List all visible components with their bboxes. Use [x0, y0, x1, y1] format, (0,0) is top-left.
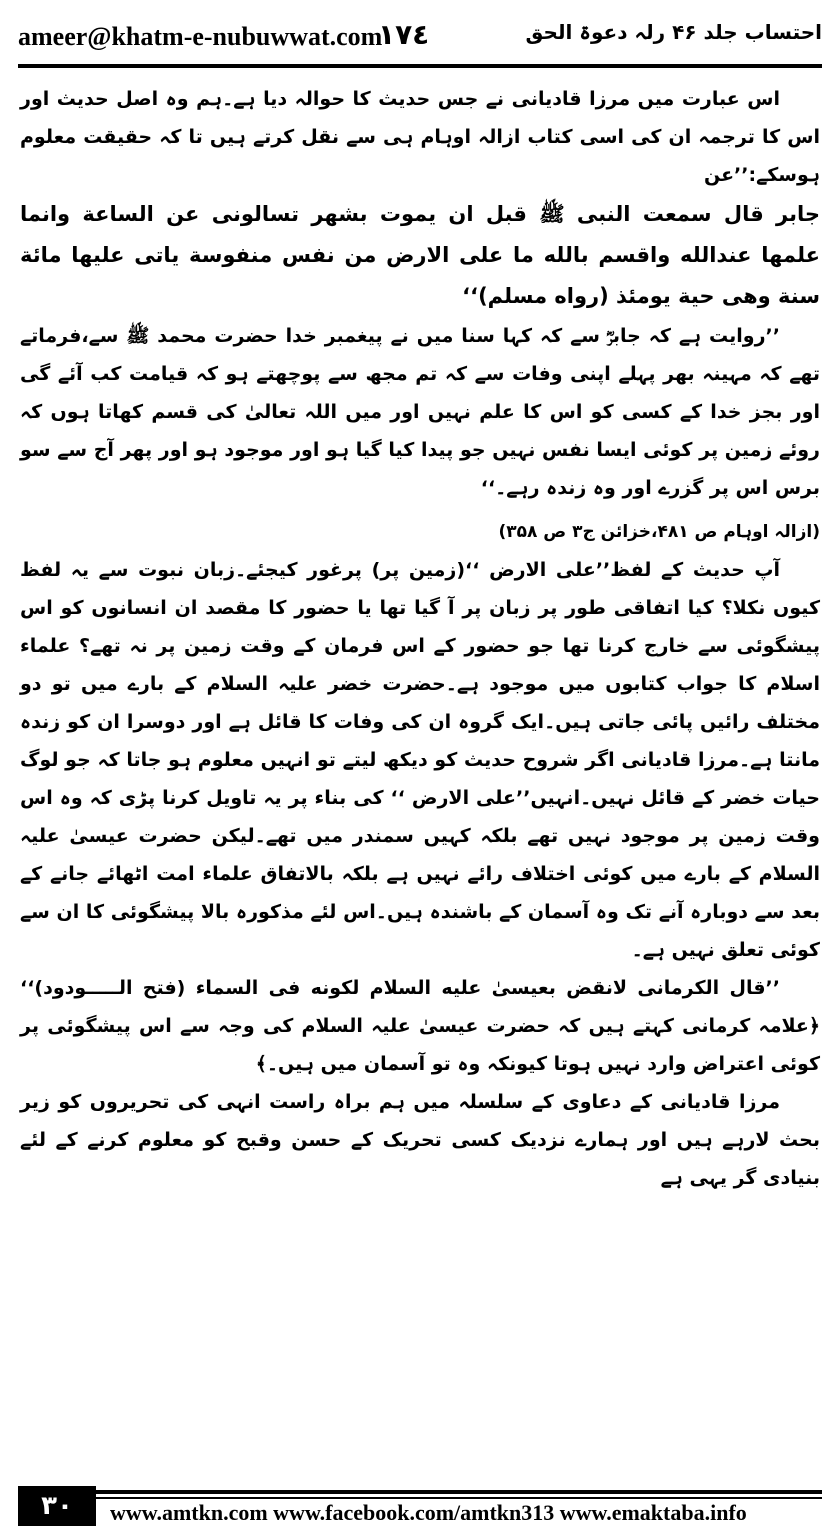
- paragraph-closing: مرزا قادیانی کے دعاوی کے سلسلہ میں ہم براہ راست انہی کی تحریروں کو زیر بحث لارہے ہیں اور ہمارے نزدیک کسی تحریک کے حسن وقبح کو معلوم کرنے کے لئے بنیادی گر یہی ہے: [20, 1091, 820, 1189]
- footer-rule-thin: [96, 1497, 822, 1499]
- header-page-number: ١٧٤: [378, 18, 430, 51]
- paragraph-kirmani-quote: ’’قال الکرمانی لانقض بعیسیٰ علیه السلام لکونه فی السماء (فتح الـــــودود)‘‘ ﴿علامہ کرمانی کہتے ہیں کہ حضرت عیسیٰ علیہ السلام کی وجہ سے اس پیشگوئی پر کوئی اعتراض وارد نہیں ہوتا کیونکہ وہ تو آسمان میں ہیں۔﴾: [20, 977, 820, 1075]
- paragraph-discussion: آپ حدیث کے لفظ’’علی الارض ‘‘(زمین پر) پرغور کیجئے۔زبان نبوت سے یہ لفظ کیوں نکلا؟ کیا اتفاقی طور پر زبان پر آ گیا تھا یا حضور کا مقصد ان انسانوں کو اس پیشگوئی سے خارج کرنا تھا جو حضور کے اس فرمان کے وقت زمین پر نہ تھے؟ علماء اسلام کا جواب کتابوں میں موجود ہے۔حضرت خضر علیہ السلام کے بارے میں تو دو مختلف رائیں پائی جاتی ہیں۔ایک گروہ ان کی وفات کا قائل ہے اور دوسرا ان کو زندہ مانتا ہے۔مرزا قادیانی اگر شروح حدیث کو دیکھ لیتے تو انہیں معلوم ہو جاتا کہ جو لوگ حیات خضر کے قائل نہیں۔انہیں’’علی الارض ‘‘ کی بناء پر یہ تاویل کرنا پڑی کہ وہ اس وقت زمین پر موجود نہیں تھے بلکہ کہیں سمندر میں تھے۔لیکن حضرت عیسیٰ علیہ السلام کے بارے میں کوئی اختلاف رائے نہیں ہے بلکہ بالاتفاق علماء امت اٹھائے جانے کے بعد سے دوبارہ آنے تک وہ آسمان کے باشندہ ہیں۔اس لئے مذکورہ بالا پیشگوئی کا ان سے کوئی تعلق نہیں ہے۔: [20, 559, 820, 961]
- footer-page-number: ٣٠: [18, 1486, 96, 1526]
- paragraph-hadith-arabic: جابر قال سمعت النبی ﷺ قبل ان یموت بشھر تسالونی عن الساعة وانما علمها عندالله واقسم بالله ما علی الارض من نفس منفوسة یاتی علیها مائة سنة وهی حیة یومئذ (رواه مسلم)‘‘: [20, 202, 820, 308]
- paragraph-reference: (ازالہ اوہام ص ۴۸۱،خزائن ج۳ ص ۳۵۸): [498, 522, 820, 542]
- page-body: [20, 80, 820, 1197]
- footer-links: www.amtkn.com www.facebook.com/amtkn313 www.emaktaba.info: [110, 1500, 747, 1525]
- footer-rule: [96, 1490, 822, 1494]
- header-email: ameer@khatm-e-nubuwwat.com: [18, 22, 383, 51]
- header-rule: [18, 64, 822, 68]
- header-title: احتساب جلد ۴۶ رلہ دعوۃ الحق: [525, 20, 822, 44]
- paragraph-intro: اس عبارت میں مرزا قادیانی نے جس حدیث کا حوالہ دیا ہے۔ہم وہ اصل حدیث اور اس کا ترجمہ ان کی اسی کتاب ازالہ اوہام ہی سے نقل کرتے ہیں تا کہ حقیقت معلوم ہوسکے:’’عن: [20, 88, 820, 186]
- paragraph-hadith-translation: ’’روایت ہے کہ جابرؓ سے کہ کہا سنا میں نے پیغمبر خدا حضرت محمد ﷺ سے،فرماتے تھے کہ مہینہ بھر پہلے اپنی وفات سے کہ تم مجھ سے پوچھتے ہو کہ قیامت کب آئے گی اور بجز خدا کے کسی کو اس کا علم نہیں اور میں اللہ تعالیٰ کی قسم کھاتا ہوں کہ روئے زمین پر کوئی ایسا نفس نہیں جو پیدا کیا گیا ہو اور موجود ہو اور پھر آج سے سو برس اس پر گزرے اور وہ زندہ رہے۔‘‘: [20, 325, 820, 499]
- page-header: [18, 14, 822, 58]
